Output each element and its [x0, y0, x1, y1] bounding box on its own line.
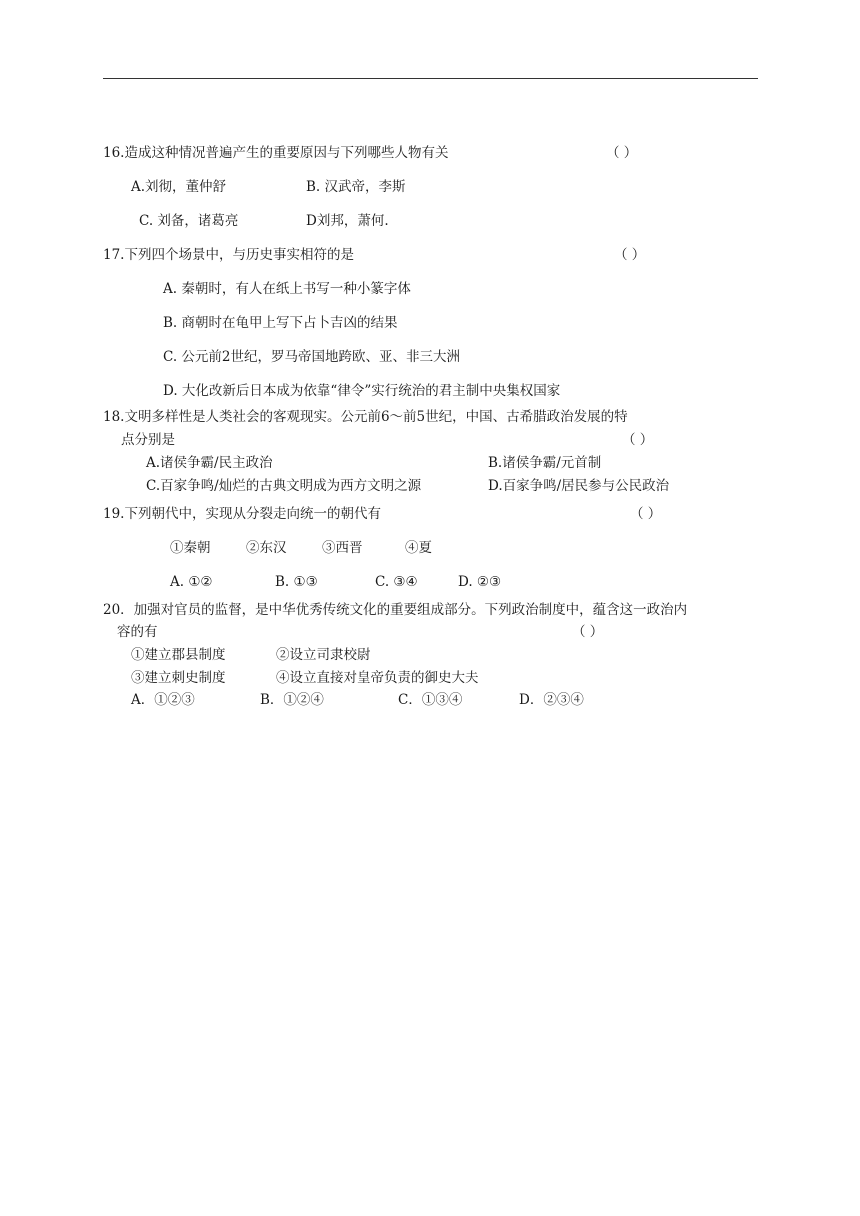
- q18-option-c: C.百家争鸣/灿烂的古典文明成为西方文明之源: [146, 478, 422, 494]
- q19-option-b: B. ①③: [275, 574, 318, 590]
- q18-option-d: D.百家争鸣/居民参与公民政治: [488, 478, 670, 494]
- q20-option-c: C．①③④: [398, 692, 463, 708]
- q20-item-3: ③建立刺史制度: [131, 670, 226, 686]
- q19-item-4: ④夏: [405, 540, 432, 556]
- q19-answer-paren: （ ）: [630, 506, 662, 522]
- q17-option-d: D. 大化改新后日本成为依靠“律令”实行统治的君主制中央集权国家: [163, 383, 561, 399]
- q19-item-3: ③西晋: [322, 540, 363, 556]
- q19-stem: 19.下列朝代中，实现从分裂走向统一的朝代有: [103, 506, 381, 522]
- q17-option-c: C. 公元前2世纪，罗马帝国地跨欧、亚、非三大洲: [163, 349, 461, 365]
- q17-stem: 17.下列四个场景中，与历史事实相符的是: [103, 247, 354, 263]
- q18-answer-paren: （ ）: [622, 432, 654, 448]
- q18-option-a: A.诸侯争霸/民主政治: [146, 455, 273, 471]
- q16-option-a: A.刘彻，董仲舒: [131, 179, 227, 195]
- q18-stem-line2: 点分别是: [121, 432, 175, 448]
- header-rule: [103, 78, 758, 79]
- q19-item-1: ①秦朝: [170, 540, 211, 556]
- q19-option-a: A. ①②: [170, 574, 213, 590]
- q17-option-a: A. 秦朝时，有人在纸上书写一种小篆字体: [163, 281, 411, 297]
- q20-option-a: A．①②③: [131, 692, 195, 708]
- q20-item-4: ④设立直接对皇帝负责的御史大夫: [276, 670, 479, 686]
- q16-answer-paren: （ ）: [606, 145, 638, 161]
- q19-option-d: D. ②③: [458, 574, 502, 590]
- q20-item-1: ①建立郡县制度: [131, 647, 226, 663]
- q20-answer-paren: （ ）: [572, 624, 604, 640]
- q16-option-d: D刘邦，萧何.: [306, 213, 389, 229]
- q20-item-2: ②设立司隶校尉: [276, 647, 371, 663]
- q17-option-b: B. 商朝时在龟甲上写下占卜吉凶的结果: [163, 315, 398, 331]
- q18-stem-line1: 18.文明多样性是人类社会的客观现实。公元前6～前5世纪，中国、古希腊政治发展的特: [103, 409, 628, 425]
- q19-option-c: C. ③④: [375, 574, 418, 590]
- q20-option-d: D．②③④: [519, 692, 584, 708]
- q20-option-b: B．①②④: [260, 692, 324, 708]
- q20-stem-line1: 20．加强对官员的监督，是中华优秀传统文化的重要组成部分。下列政治制度中，蕴含这一政治内: [103, 602, 688, 618]
- q16-stem: 16.造成这种情况普遍产生的重要原因与下列哪些人物有关: [103, 145, 449, 161]
- q16-option-b: B. 汉武帝，李斯: [306, 179, 406, 195]
- q17-answer-paren: （ ）: [614, 247, 646, 263]
- q16-option-c: C. 刘备，诸葛亮: [139, 213, 239, 229]
- q19-item-2: ②东汉: [246, 540, 287, 556]
- q20-stem-line2: 容的有: [117, 624, 158, 640]
- q18-option-b: B.诸侯争霸/元首制: [488, 455, 602, 471]
